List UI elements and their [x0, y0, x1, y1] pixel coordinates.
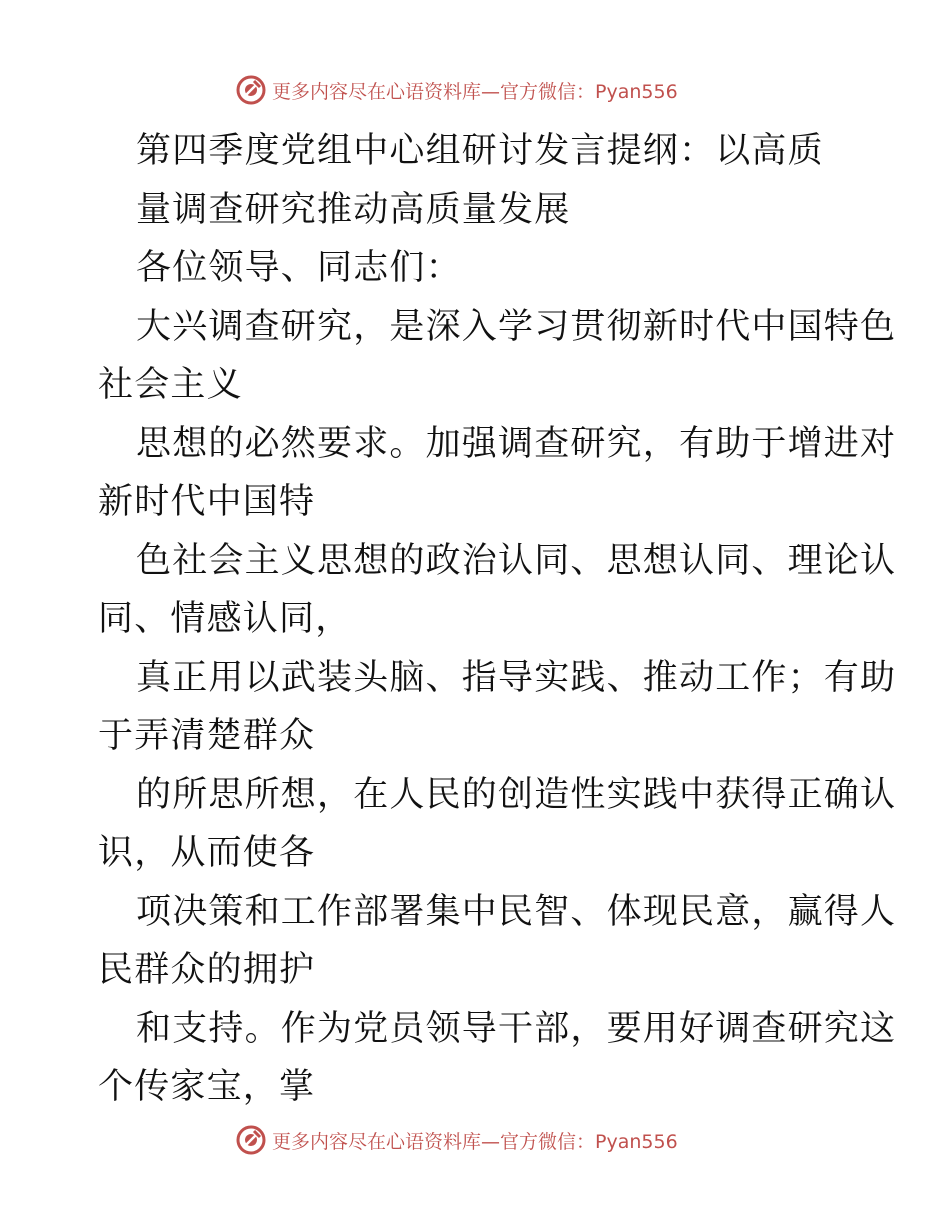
text-line: 新时代中国特	[98, 482, 316, 522]
text-line: 社会主义	[98, 365, 243, 405]
text-line: 同、情感认同，	[98, 599, 352, 639]
document-body	[98, 122, 897, 1117]
text-line: 大兴调查研究，是深入学习贯彻新时代中国特色	[136, 306, 897, 347]
text-line: 色社会主义思想的政治认同、思想认同、理论认	[136, 540, 897, 581]
footer-watermark	[236, 1122, 678, 1158]
watermark-text: 更多内容尽在心语资料库—官方微信：Pyan556	[272, 1130, 678, 1153]
text-line: 和支持。作为党员领导干部，要用好调查研究这	[136, 1008, 897, 1049]
text-line: 真正用以武装头脑、指导实践、推动工作；有助	[136, 657, 897, 698]
text-line: 第四季度党组中心组研讨发言提纲：以高质	[136, 131, 824, 171]
text-line: 个传家宝，掌	[98, 1067, 316, 1107]
text-line: 于弄清楚群众	[98, 716, 316, 756]
text-line: 识，从而使各	[98, 833, 316, 873]
seal-logo-icon	[236, 75, 266, 105]
text-line: 项决策和工作部署集中民智、体现民意，赢得人	[136, 891, 897, 932]
text-line: 的所思所想，在人民的创造性实践中获得正确认	[136, 774, 897, 815]
text-line: 量调查研究推动高质量发展	[136, 189, 571, 230]
watermark-text: 更多内容尽在心语资料库—官方微信：Pyan556	[272, 80, 678, 103]
text-line: 思想的必然要求。加强调查研究，有助于增进对	[136, 423, 897, 464]
header-watermark	[236, 72, 678, 108]
seal-logo-icon	[236, 1125, 266, 1155]
text-line: 各位领导、同志们：	[136, 248, 462, 288]
text-line: 民群众的拥护	[98, 950, 316, 990]
